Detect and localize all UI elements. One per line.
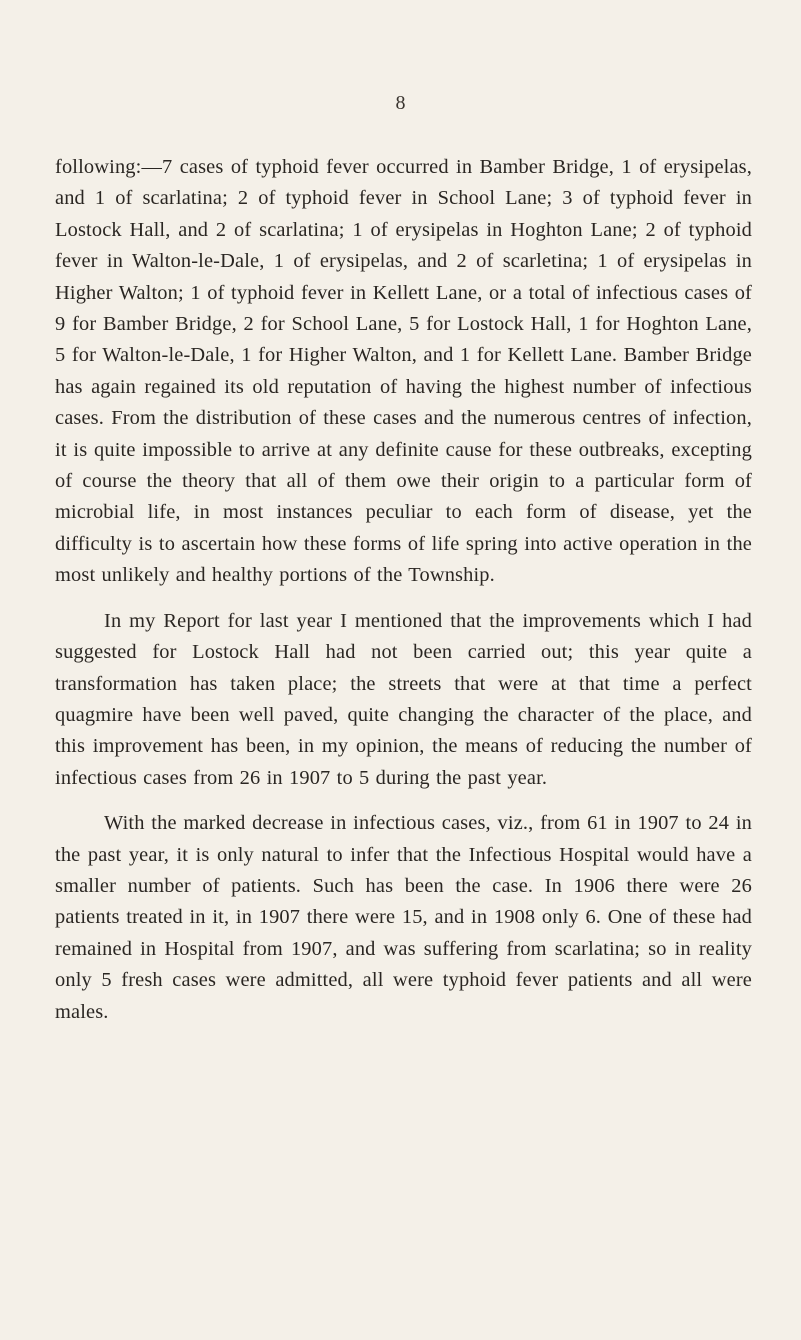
paragraph-infectious-hospital: With the marked decrease in infectious cases, viz., from 61 in 1907 to 24 in the past year, it is only natural to infer that the Infectious Hospital would have a smaller number of patients. Such has been the case. In 1906 there were 26 patients treated in it, in 1907 there were 15, and in 1908 only 6. One of these had remained in Hospital from 1907, and was suffering from scarlatina; so in reality only 5 fresh cases were admitted, all were typhoid fever patients and all were males.	[55, 812, 752, 1023]
paragraph-lostock-hall-improvements: In my Report for last year I mentioned that the improvements which I had suggested for Lostock Hall had not been carried out; this year quite a transformation has taken place; the streets that were at that time a perfect quagmire have been well paved, quite changing the character of the place, and this improvement has been, in my opinion, the means of reducing the number of infectious cases from 26 in 1907 to 5 during the past year.	[55, 609, 752, 789]
page-number: 8	[395, 92, 406, 114]
paragraph-infectious-cases-by-district: following:—7 cases of typhoid fever occurred in Bamber Bridge, 1 of erysipelas, and 1 of scarlatina; 2 of typhoid fever in School Lane; 3 of typhoid fever in Lostock Hall, and 2 of scarlatina; 1 of erysipelas in Hoghton Lane; 2 of typhoid fever in Walton-le-Dale, 1 of erysipelas, and 2 of scarletina; 1 of erysipelas in Higher Walton; 1 of typhoid fever in Kellett Lane, or a total of infectious cases of 9 for Bamber Bridge, 2 for School Lane, 5 for Lostock Hall, 1 for Hoghton Lane, 5 for Walton-le-Dale, 1 for Higher Walton, and 1 for Kellett Lane. Bamber Bridge has again regained its old reputation of having the highest number of infectious cases. From the distribution of these cases and the numerous centres of infection, it is quite impossible to arrive at any definite cause for these outbreaks, excepting of course the theory that all of them owe their origin to a particular form of microbial life, in most instances peculiar to each form of disease, yet the difficulty is to ascertain how these forms of life spring into active operation in the most unlikely and healthy portions of the Township.	[55, 156, 752, 587]
body-text	[55, 152, 752, 1028]
